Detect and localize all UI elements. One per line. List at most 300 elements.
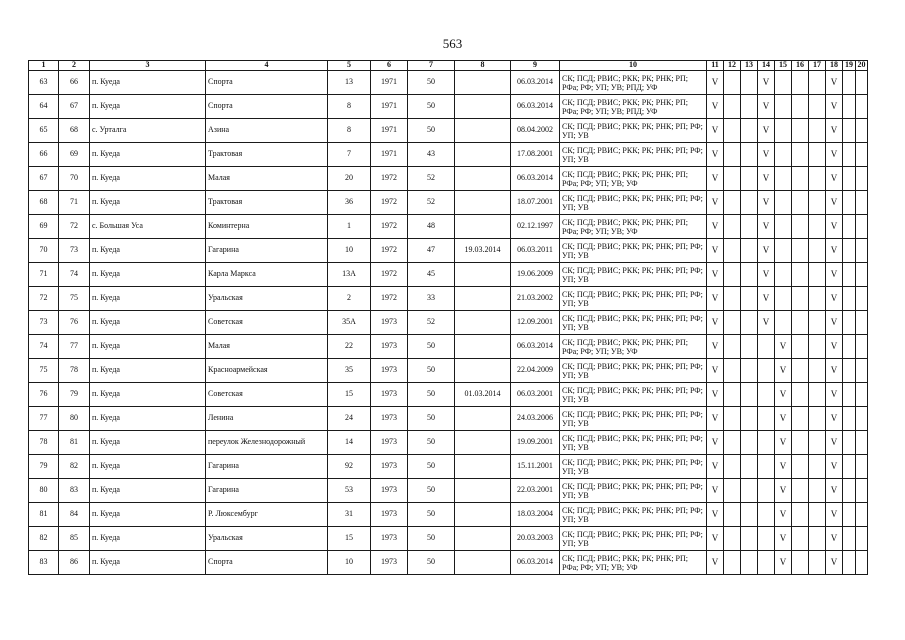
cell-codes: СК; ПСД; РВИС; РКК; РК; РНК; РП; РФ; УП; УВ	[560, 239, 707, 263]
cell-street: Малая	[206, 167, 328, 191]
cell-flag-20	[856, 503, 868, 527]
cell-flag-11: V	[707, 215, 724, 239]
cell-date-8	[455, 335, 511, 359]
cell-flag-12	[724, 527, 741, 551]
cell-flag-17	[809, 383, 826, 407]
cell-year-built: 1973	[371, 383, 408, 407]
cell-flag-12	[724, 335, 741, 359]
cell-locality: п. Куеда	[90, 551, 206, 575]
cell-flag-17	[809, 143, 826, 167]
table-body	[29, 61, 868, 575]
cell-flag-19	[843, 119, 856, 143]
cell-flag-14	[758, 407, 775, 431]
cell-num: 63	[29, 71, 59, 95]
page-number: 563	[442, 36, 463, 51]
cell-flag-20	[856, 95, 868, 119]
cell-flag-18: V	[826, 407, 843, 431]
cell-wear-percent: 50	[408, 383, 455, 407]
cell-flag-20	[856, 335, 868, 359]
cell-flag-19	[843, 191, 856, 215]
cell-wear-percent: 43	[408, 143, 455, 167]
cell-locality: п. Куеда	[90, 359, 206, 383]
cell-flag-18: V	[826, 263, 843, 287]
cell-codes: СК; ПСД; РВИС; РКК; РК; РНК; РП; РФ; УП; УВ	[560, 503, 707, 527]
cell-year-built: 1973	[371, 335, 408, 359]
cell-flag-11: V	[707, 95, 724, 119]
cell-prev-num: 67	[59, 95, 90, 119]
cell-flag-11: V	[707, 431, 724, 455]
cell-date-9: 18.07.2001	[511, 191, 560, 215]
cell-codes: СК; ПСД; РВИС; РКК; РК; РНК; РП; РФ; УП; УВ	[560, 119, 707, 143]
cell-flag-12	[724, 215, 741, 239]
header-cell: 3	[90, 61, 206, 71]
cell-year-built: 1973	[371, 527, 408, 551]
cell-locality: п. Куеда	[90, 527, 206, 551]
cell-street: Советская	[206, 383, 328, 407]
cell-flag-15	[775, 71, 792, 95]
cell-house-number: 35	[328, 359, 371, 383]
cell-wear-percent: 45	[408, 263, 455, 287]
cell-flag-17	[809, 71, 826, 95]
cell-codes: СК; ПСД; РВИС; РКК; РК; РНК; РП; РФ; УП; УВ	[560, 359, 707, 383]
cell-flag-18: V	[826, 95, 843, 119]
cell-num: 79	[29, 455, 59, 479]
cell-street: Гагарина	[206, 455, 328, 479]
cell-flag-13	[741, 191, 758, 215]
cell-house-number: 1	[328, 215, 371, 239]
cell-num: 82	[29, 527, 59, 551]
cell-flag-13	[741, 287, 758, 311]
cell-flag-13	[741, 335, 758, 359]
cell-flag-19	[843, 215, 856, 239]
cell-flag-19	[843, 95, 856, 119]
cell-prev-num: 79	[59, 383, 90, 407]
cell-prev-num: 77	[59, 335, 90, 359]
cell-wear-percent: 50	[408, 455, 455, 479]
header-cell: 16	[792, 61, 809, 71]
cell-prev-num: 74	[59, 263, 90, 287]
cell-num: 73	[29, 311, 59, 335]
cell-wear-percent: 50	[408, 119, 455, 143]
cell-street: Р. Люксембург	[206, 503, 328, 527]
cell-flag-17	[809, 311, 826, 335]
cell-flag-20	[856, 287, 868, 311]
cell-flag-11: V	[707, 119, 724, 143]
cell-date-8	[455, 479, 511, 503]
table-row	[29, 551, 868, 575]
table-row	[29, 311, 868, 335]
cell-date-8	[455, 263, 511, 287]
cell-flag-16	[792, 143, 809, 167]
cell-num: 70	[29, 239, 59, 263]
cell-flag-12	[724, 359, 741, 383]
cell-date-9: 06.03.2001	[511, 383, 560, 407]
cell-num: 69	[29, 215, 59, 239]
cell-flag-15: V	[775, 383, 792, 407]
cell-flag-14: V	[758, 167, 775, 191]
cell-house-number: 15	[328, 383, 371, 407]
cell-locality: п. Куеда	[90, 143, 206, 167]
cell-flag-13	[741, 407, 758, 431]
cell-prev-num: 72	[59, 215, 90, 239]
cell-flag-20	[856, 407, 868, 431]
cell-locality: п. Куеда	[90, 383, 206, 407]
cell-flag-19	[843, 239, 856, 263]
header-cell: 5	[328, 61, 371, 71]
cell-wear-percent: 50	[408, 359, 455, 383]
table-row	[29, 143, 868, 167]
cell-flag-14	[758, 359, 775, 383]
cell-date-9: 12.09.2001	[511, 311, 560, 335]
cell-codes: СК; ПСД; РВИС; РКК; РК; РНК; РП; РФа; РФ; УП; УВ; РПД; УФ	[560, 71, 707, 95]
cell-date-8	[455, 407, 511, 431]
header-cell: 10	[560, 61, 707, 71]
cell-wear-percent: 50	[408, 431, 455, 455]
cell-num: 68	[29, 191, 59, 215]
cell-house-number: 24	[328, 407, 371, 431]
cell-codes: СК; ПСД; РВИС; РКК; РК; РНК; РП; РФ; УП; УВ	[560, 263, 707, 287]
cell-flag-16	[792, 95, 809, 119]
cell-flag-18: V	[826, 431, 843, 455]
cell-flag-12	[724, 311, 741, 335]
cell-num: 81	[29, 503, 59, 527]
cell-flag-13	[741, 71, 758, 95]
cell-flag-16	[792, 311, 809, 335]
cell-date-9: 06.03.2014	[511, 95, 560, 119]
cell-flag-18: V	[826, 287, 843, 311]
cell-num: 78	[29, 431, 59, 455]
cell-flag-14: V	[758, 287, 775, 311]
cell-flag-16	[792, 359, 809, 383]
cell-num: 67	[29, 167, 59, 191]
cell-flag-14	[758, 383, 775, 407]
table-row	[29, 263, 868, 287]
cell-flag-16	[792, 551, 809, 575]
cell-flag-12	[724, 407, 741, 431]
cell-flag-15: V	[775, 407, 792, 431]
cell-codes: СК; ПСД; РВИС; РКК; РК; РНК; РП; РФ; УП; УВ	[560, 143, 707, 167]
cell-flag-18: V	[826, 335, 843, 359]
table-row	[29, 119, 868, 143]
cell-flag-15	[775, 119, 792, 143]
cell-date-9: 15.11.2001	[511, 455, 560, 479]
table-row	[29, 527, 868, 551]
cell-flag-17	[809, 263, 826, 287]
cell-flag-18: V	[826, 311, 843, 335]
cell-flag-16	[792, 383, 809, 407]
cell-date-8	[455, 503, 511, 527]
cell-flag-20	[856, 119, 868, 143]
cell-flag-16	[792, 407, 809, 431]
cell-flag-11: V	[707, 359, 724, 383]
cell-prev-num: 71	[59, 191, 90, 215]
cell-flag-13	[741, 311, 758, 335]
cell-street: Трактовая	[206, 143, 328, 167]
cell-street: переулок Железнодорожный	[206, 431, 328, 455]
header-cell: 11	[707, 61, 724, 71]
cell-flag-16	[792, 167, 809, 191]
cell-wear-percent: 50	[408, 335, 455, 359]
cell-codes: СК; ПСД; РВИС; РКК; РК; РНК; РП; РФ; УП; УВ	[560, 527, 707, 551]
cell-date-9: 22.03.2001	[511, 479, 560, 503]
cell-year-built: 1973	[371, 359, 408, 383]
cell-locality: п. Куеда	[90, 335, 206, 359]
cell-date-8	[455, 359, 511, 383]
cell-locality: п. Куеда	[90, 287, 206, 311]
cell-num: 66	[29, 143, 59, 167]
cell-year-built: 1972	[371, 215, 408, 239]
cell-prev-num: 75	[59, 287, 90, 311]
cell-house-number: 15	[328, 527, 371, 551]
cell-num: 71	[29, 263, 59, 287]
cell-date-8	[455, 431, 511, 455]
header-cell: 17	[809, 61, 826, 71]
cell-house-number: 31	[328, 503, 371, 527]
cell-flag-15: V	[775, 527, 792, 551]
cell-locality: п. Куеда	[90, 167, 206, 191]
cell-num: 64	[29, 95, 59, 119]
cell-flag-14: V	[758, 119, 775, 143]
cell-flag-16	[792, 527, 809, 551]
cell-flag-12	[724, 167, 741, 191]
cell-house-number: 8	[328, 119, 371, 143]
cell-prev-num: 82	[59, 455, 90, 479]
cell-flag-14: V	[758, 239, 775, 263]
cell-flag-17	[809, 527, 826, 551]
cell-flag-20	[856, 479, 868, 503]
cell-flag-16	[792, 287, 809, 311]
cell-flag-17	[809, 359, 826, 383]
cell-flag-12	[724, 479, 741, 503]
cell-flag-16	[792, 431, 809, 455]
cell-flag-11: V	[707, 143, 724, 167]
cell-date-9: 06.03.2014	[511, 551, 560, 575]
cell-prev-num: 81	[59, 431, 90, 455]
header-cell: 2	[59, 61, 90, 71]
header-cell: 14	[758, 61, 775, 71]
cell-prev-num: 69	[59, 143, 90, 167]
cell-flag-16	[792, 239, 809, 263]
cell-flag-11: V	[707, 71, 724, 95]
cell-house-number: 35А	[328, 311, 371, 335]
cell-locality: п. Куеда	[90, 503, 206, 527]
header-cell: 4	[206, 61, 328, 71]
cell-year-built: 1973	[371, 311, 408, 335]
cell-house-number: 7	[328, 143, 371, 167]
cell-date-9: 18.03.2004	[511, 503, 560, 527]
cell-flag-17	[809, 455, 826, 479]
cell-flag-13	[741, 239, 758, 263]
table-row	[29, 455, 868, 479]
cell-flag-20	[856, 527, 868, 551]
header-cell: 15	[775, 61, 792, 71]
table-row	[29, 191, 868, 215]
cell-flag-11: V	[707, 503, 724, 527]
cell-date-8	[455, 143, 511, 167]
cell-date-8	[455, 71, 511, 95]
cell-num: 74	[29, 335, 59, 359]
cell-flag-13	[741, 119, 758, 143]
cell-date-9: 20.03.2003	[511, 527, 560, 551]
cell-flag-14	[758, 335, 775, 359]
cell-street: Малая	[206, 335, 328, 359]
cell-house-number: 8	[328, 95, 371, 119]
cell-flag-11: V	[707, 167, 724, 191]
cell-date-9: 21.03.2002	[511, 287, 560, 311]
cell-locality: п. Куеда	[90, 455, 206, 479]
cell-locality: с. Урталга	[90, 119, 206, 143]
cell-num: 75	[29, 359, 59, 383]
cell-flag-18: V	[826, 191, 843, 215]
cell-date-8	[455, 215, 511, 239]
cell-flag-20	[856, 263, 868, 287]
cell-flag-11: V	[707, 311, 724, 335]
cell-flag-12	[724, 551, 741, 575]
cell-flag-18: V	[826, 143, 843, 167]
cell-flag-15: V	[775, 431, 792, 455]
cell-flag-13	[741, 359, 758, 383]
cell-locality: п. Куеда	[90, 311, 206, 335]
cell-flag-17	[809, 503, 826, 527]
cell-flag-15	[775, 167, 792, 191]
cell-flag-12	[724, 71, 741, 95]
cell-wear-percent: 52	[408, 191, 455, 215]
cell-street: Азина	[206, 119, 328, 143]
cell-flag-17	[809, 215, 826, 239]
cell-year-built: 1973	[371, 551, 408, 575]
cell-flag-14	[758, 527, 775, 551]
cell-year-built: 1972	[371, 167, 408, 191]
cell-flag-15: V	[775, 479, 792, 503]
cell-codes: СК; ПСД; РВИС; РКК; РК; РНК; РП; РФ; УП; УВ	[560, 407, 707, 431]
cell-flag-17	[809, 335, 826, 359]
table-row	[29, 407, 868, 431]
cell-locality: п. Куеда	[90, 263, 206, 287]
cell-wear-percent: 33	[408, 287, 455, 311]
cell-flag-19	[843, 287, 856, 311]
cell-house-number: 14	[328, 431, 371, 455]
cell-flag-18: V	[826, 503, 843, 527]
cell-flag-12	[724, 263, 741, 287]
cell-date-9: 06.03.2014	[511, 71, 560, 95]
cell-flag-19	[843, 551, 856, 575]
cell-year-built: 1973	[371, 455, 408, 479]
cell-flag-18: V	[826, 479, 843, 503]
cell-flag-20	[856, 143, 868, 167]
cell-wear-percent: 52	[408, 167, 455, 191]
cell-flag-15	[775, 287, 792, 311]
cell-flag-14: V	[758, 191, 775, 215]
cell-flag-16	[792, 335, 809, 359]
cell-flag-18: V	[826, 119, 843, 143]
table-row	[29, 95, 868, 119]
cell-locality: п. Куеда	[90, 407, 206, 431]
cell-street: Уральская	[206, 527, 328, 551]
cell-flag-14: V	[758, 71, 775, 95]
cell-date-9: 24.03.2006	[511, 407, 560, 431]
cell-flag-17	[809, 167, 826, 191]
table-row	[29, 359, 868, 383]
cell-flag-20	[856, 71, 868, 95]
cell-flag-14	[758, 551, 775, 575]
cell-year-built: 1973	[371, 431, 408, 455]
header-cell: 7	[408, 61, 455, 71]
cell-flag-15: V	[775, 503, 792, 527]
cell-date-8	[455, 551, 511, 575]
cell-flag-20	[856, 383, 868, 407]
cell-flag-15	[775, 263, 792, 287]
cell-flag-12	[724, 239, 741, 263]
cell-flag-16	[792, 263, 809, 287]
cell-flag-12	[724, 383, 741, 407]
cell-flag-15	[775, 311, 792, 335]
cell-flag-12	[724, 95, 741, 119]
cell-codes: СК; ПСД; РВИС; РКК; РК; РНК; РП; РФ; УП; УВ	[560, 431, 707, 455]
cell-house-number: 53	[328, 479, 371, 503]
cell-codes: СК; ПСД; РВИС; РКК; РК; РНК; РП; РФ; УП; УВ	[560, 455, 707, 479]
cell-year-built: 1971	[371, 95, 408, 119]
cell-flag-20	[856, 431, 868, 455]
cell-wear-percent: 50	[408, 503, 455, 527]
cell-locality: п. Куеда	[90, 239, 206, 263]
cell-flag-11: V	[707, 527, 724, 551]
cell-prev-num: 80	[59, 407, 90, 431]
table-row	[29, 431, 868, 455]
cell-flag-19	[843, 167, 856, 191]
cell-flag-18: V	[826, 167, 843, 191]
cell-house-number: 20	[328, 167, 371, 191]
cell-prev-num: 68	[59, 119, 90, 143]
table-row	[29, 503, 868, 527]
cell-year-built: 1972	[371, 263, 408, 287]
cell-flag-17	[809, 287, 826, 311]
header-cell: 18	[826, 61, 843, 71]
cell-locality: п. Куеда	[90, 191, 206, 215]
cell-flag-16	[792, 71, 809, 95]
cell-codes: СК; ПСД; РВИС; РКК; РК; РНК; РП; РФ; УП; УВ	[560, 479, 707, 503]
cell-date-8	[455, 95, 511, 119]
header-cell: 9	[511, 61, 560, 71]
cell-year-built: 1972	[371, 287, 408, 311]
cell-flag-18: V	[826, 455, 843, 479]
cell-flag-19	[843, 479, 856, 503]
cell-wear-percent: 47	[408, 239, 455, 263]
cell-flag-14	[758, 431, 775, 455]
cell-codes: СК; ПСД; РВИС; РКК; РК; РНК; РП; РФ; УП; УВ	[560, 311, 707, 335]
cell-year-built: 1972	[371, 191, 408, 215]
cell-codes: СК; ПСД; РВИС; РКК; РК; РНК; РП; РФа; РФ; УП; УВ; УФ	[560, 551, 707, 575]
header-cell: 6	[371, 61, 408, 71]
cell-flag-15: V	[775, 551, 792, 575]
cell-street: Карла Маркса	[206, 263, 328, 287]
cell-wear-percent: 50	[408, 479, 455, 503]
cell-flag-19	[843, 143, 856, 167]
cell-flag-18: V	[826, 239, 843, 263]
cell-flag-15	[775, 95, 792, 119]
cell-wear-percent: 48	[408, 215, 455, 239]
cell-flag-14: V	[758, 215, 775, 239]
cell-flag-11: V	[707, 455, 724, 479]
cell-flag-11: V	[707, 239, 724, 263]
cell-codes: СК; ПСД; РВИС; РКК; РК; РНК; РП; РФа; РФ; УП; УВ; УФ	[560, 335, 707, 359]
cell-locality: п. Куеда	[90, 479, 206, 503]
cell-flag-17	[809, 95, 826, 119]
cell-street: Советская	[206, 311, 328, 335]
cell-flag-17	[809, 479, 826, 503]
cell-flag-12	[724, 431, 741, 455]
cell-flag-16	[792, 455, 809, 479]
cell-flag-14: V	[758, 95, 775, 119]
